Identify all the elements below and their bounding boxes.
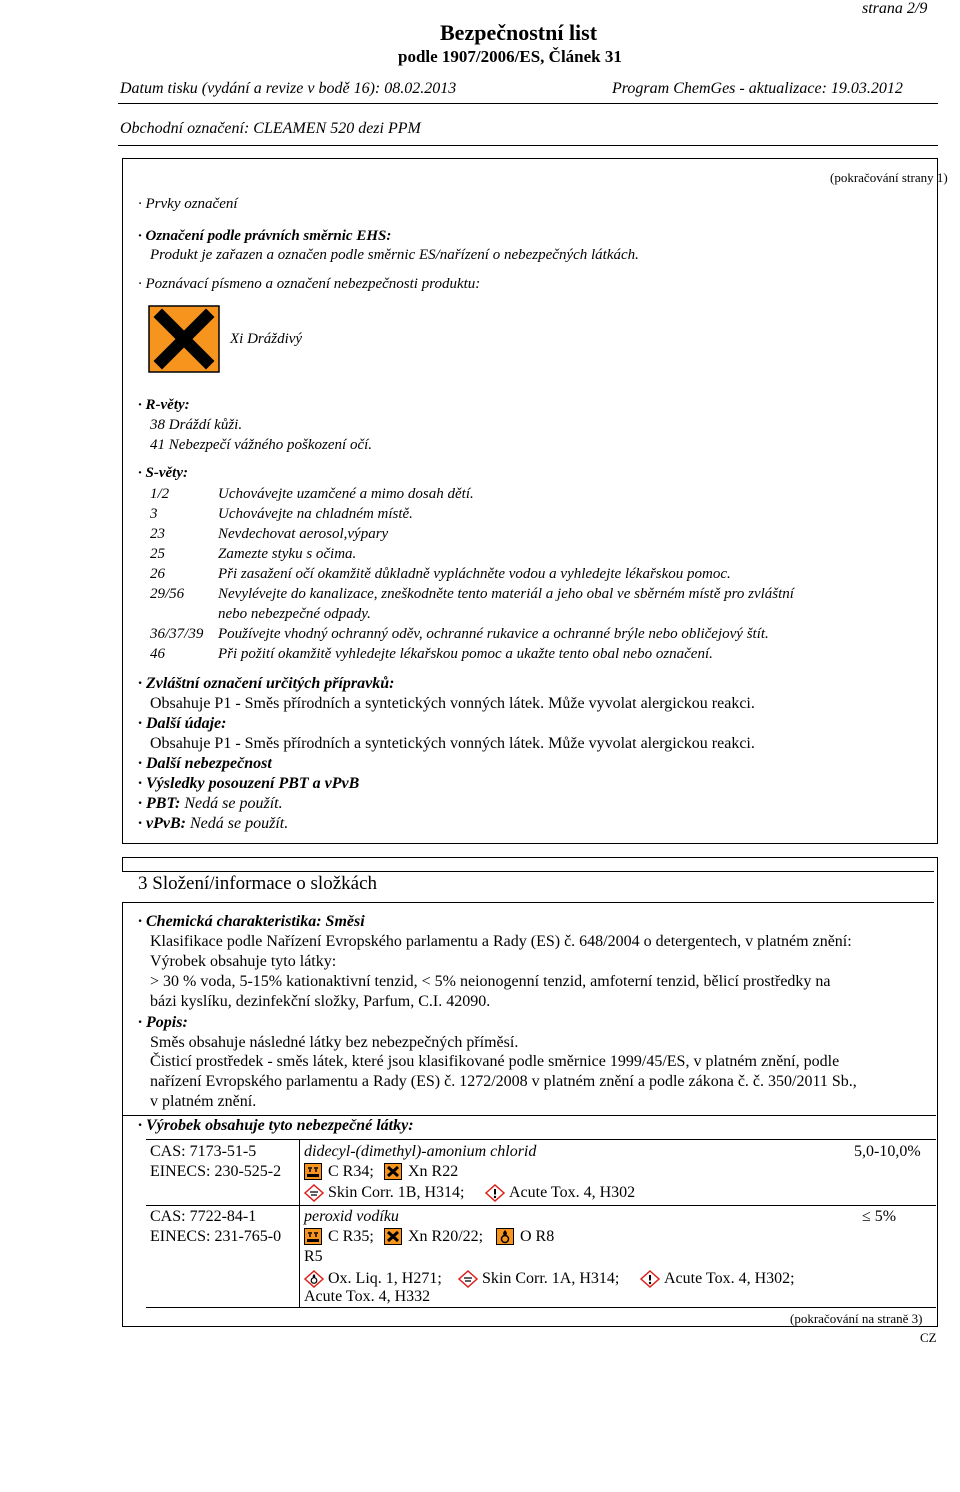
s-text: Nevdechovat aerosol,výpary: [218, 526, 389, 542]
s-code: 46: [150, 646, 165, 662]
r-phrase-41: 41 Nebezpečí vážného poškození očí.: [150, 437, 373, 453]
pbt-title: · Výsledky posouzení PBT a vPvB: [138, 775, 360, 792]
substance2-skin-class: Skin Corr. 1A, H314;: [482, 1270, 620, 1287]
substance2-c-code: C R35;: [328, 1228, 374, 1245]
r-phrases-title: · R-věty:: [138, 397, 190, 413]
s-code: 23: [150, 526, 165, 542]
ehs-text: Produkt je zařazen a označen podle směrnic ES/nařízení o nebezpečných látkách.: [150, 247, 639, 263]
s-text: Při požití okamžitě vyhledejte lékařskou pomoc a ukažte tento obal nebo označení.: [218, 646, 713, 662]
pbt-label: · PBT:: [138, 795, 181, 812]
pbt-value: Nedá se použít.: [184, 795, 283, 812]
s-text: Při zasažení očí okamžitě důkladně vypláchněte vodou a vyhledejte lékařskou pomoc.: [218, 566, 731, 582]
page-title: Bezpečnostní list: [440, 20, 598, 45]
further-info-title: · Další údaje:: [138, 715, 227, 732]
continuation-note: (pokračování strany 1): [830, 170, 948, 185]
substance2-xn-code: Xn R20/22;: [408, 1228, 484, 1245]
ghs-exclamation-icon: [485, 1184, 505, 1202]
s-code: 1/2: [150, 486, 170, 502]
ghs-oxidizer-icon: [304, 1270, 324, 1288]
vpvb-value: Nedá se použít.: [189, 815, 289, 832]
language-code: CZ: [920, 1330, 937, 1345]
chem-char-title: · Chemická charakteristika: Směsi: [138, 913, 365, 930]
substance2-name: peroxid vodíku: [304, 1208, 399, 1225]
s-text-cont: nebo nebezpečné odpady.: [218, 606, 371, 622]
description-line: Čisticí prostředek - směs látek, které jsou klasifikované podle směrnice 1999/45/ES, v platném znění, podle: [150, 1053, 840, 1070]
substance2-acute-class: Acute Tox. 4, H302;: [664, 1270, 795, 1287]
ghs-exclamation-icon: [640, 1270, 660, 1288]
s-code: 25: [150, 546, 165, 562]
s-text: Nevylévejte do kanalizace, zneškodněte tento materiál a jeho obal ve sběrném místě pro zvláštní: [218, 586, 794, 602]
pbt-row: [138, 795, 283, 813]
substance2-o-code: O R8: [520, 1228, 555, 1245]
less-equal-sign: ≤: [862, 1208, 871, 1225]
vpvb-row: [138, 815, 288, 833]
substance2-cas: CAS: 7722-84-1: [150, 1208, 257, 1225]
xi-label: Xi Dráždivý: [230, 331, 303, 347]
hazardous-substances-title: · Výrobek obsahuje tyto nebezpečné látky:: [138, 1117, 414, 1134]
substance1-skin-class: Skin Corr. 1B, H314;: [328, 1184, 465, 1201]
xn-harmful-icon: [384, 1228, 402, 1245]
letter-title: · Poznávací písmeno a označení nebezpečnosti produktu:: [138, 276, 481, 292]
substance1-percent: 5,0-10,0%: [854, 1143, 921, 1160]
substance2-percent: [862, 1208, 896, 1226]
description-line: nařízení Evropského parlamentu a Rady (ES) č. 1272/2008 v platném znění a podle zákona č. č. 350/2011 Sb.,: [150, 1073, 857, 1090]
description-title: · Popis:: [138, 1014, 188, 1031]
xi-irritant-icon: [148, 305, 220, 373]
continuation-footer: (pokračování na straně 3): [790, 1311, 923, 1326]
s-code: 26: [150, 566, 165, 582]
oxidizing-icon: [496, 1228, 514, 1245]
ghs-corrosion-icon: [304, 1184, 324, 1202]
xn-harmful-icon: [384, 1163, 402, 1180]
ehs-title: · Označení podle právních směrnic EHS:: [138, 228, 392, 244]
vpvb-label: · vPvB:: [138, 815, 186, 832]
special-label-text: Obsahuje P1 - Směs přírodních a syntetických vonných látek. Může vyvolat alergickou reakci.: [150, 695, 755, 712]
s-code: 36/37/39: [150, 626, 204, 642]
section3-heading: 3 Složení/informace o složkách: [138, 873, 378, 894]
page-number: strana 2/9: [862, 0, 928, 17]
chem-char-line: Výrobek obsahuje tyto látky:: [150, 953, 337, 970]
trade-name: Obchodní označení: CLEAMEN 520 dezi PPM: [120, 120, 421, 137]
substance1-xn-code: Xn R22: [408, 1163, 459, 1180]
substance2-percent-value: 5%: [874, 1208, 897, 1225]
s-text: Uchovávejte uzamčené a mimo dosah dětí.: [218, 486, 474, 502]
chem-char-line: Klasifikace podle Nařízení Evropského parlamentu a Rady (ES) č. 648/2004 o detergentech, v platném znění:: [150, 933, 852, 950]
substance2-ox-class: Ox. Liq. 1, H271;: [328, 1270, 442, 1287]
special-label-title: · Zvláštní označení určitých přípravků:: [138, 675, 395, 692]
substance1-einecs: EINECS: 230-525-2: [150, 1163, 282, 1180]
substance1-cas: CAS: 7173-51-5: [150, 1143, 257, 1160]
substance1-name: didecyl-(dimethyl)-amonium chlorid: [304, 1143, 537, 1160]
description-line: v platném znění.: [150, 1093, 257, 1110]
substance2-einecs: EINECS: 231-765-0: [150, 1228, 282, 1245]
substance1-acute-class: Acute Tox. 4, H302: [509, 1184, 636, 1201]
r-phrase-38: 38 Dráždí kůži.: [150, 417, 243, 433]
print-date: Datum tisku (vydání a revize v bodě 16): 08.02.2013: [120, 80, 457, 97]
s-phrases-title: · S-věty:: [138, 465, 188, 481]
other-hazards: · Další nebezpečnost: [138, 755, 272, 772]
program-version: Program ChemGes - aktualizace: 19.03.2012: [612, 80, 903, 97]
s-text: Používejte vhodný ochranný oděv, ochranné rukavice a ochranné brýle nebo obličejový štít.: [218, 626, 769, 642]
substance2-acute-class-2: Acute Tox. 4, H332: [304, 1288, 431, 1305]
s-text: Uchovávejte na chladném místě.: [218, 506, 413, 522]
s-code: 29/56: [150, 586, 185, 602]
chem-char-line: > 30 % voda, 5-15% kationaktivní tenzid, < 5% neionogenní tenzid, amfoterní tenzid, bělicí prostředky na: [150, 973, 831, 990]
substance1-c-code: C R34;: [328, 1163, 374, 1180]
chem-char-line: bázi kyslíku, dezinfekční složky, Parfum, C.I. 42090.: [150, 993, 491, 1010]
s-text: Zamezte styku s očima.: [218, 546, 357, 562]
corrosive-icon: [304, 1163, 322, 1180]
label-elements-title: · Prvky označení: [138, 196, 238, 212]
further-info-text: Obsahuje P1 - Směs přírodních a syntetických vonných látek. Může vyvolat alergickou reakci.: [150, 735, 755, 752]
ghs-corrosion-icon: [458, 1270, 478, 1288]
page-subtitle: podle 1907/2006/ES, Článek 31: [398, 47, 622, 66]
substance2-r5: R5: [304, 1248, 323, 1265]
description-line: Směs obsahuje následné látky bez nebezpečných příměsí.: [150, 1034, 519, 1051]
s-code: 3: [150, 506, 158, 522]
corrosive-icon: [304, 1228, 322, 1245]
